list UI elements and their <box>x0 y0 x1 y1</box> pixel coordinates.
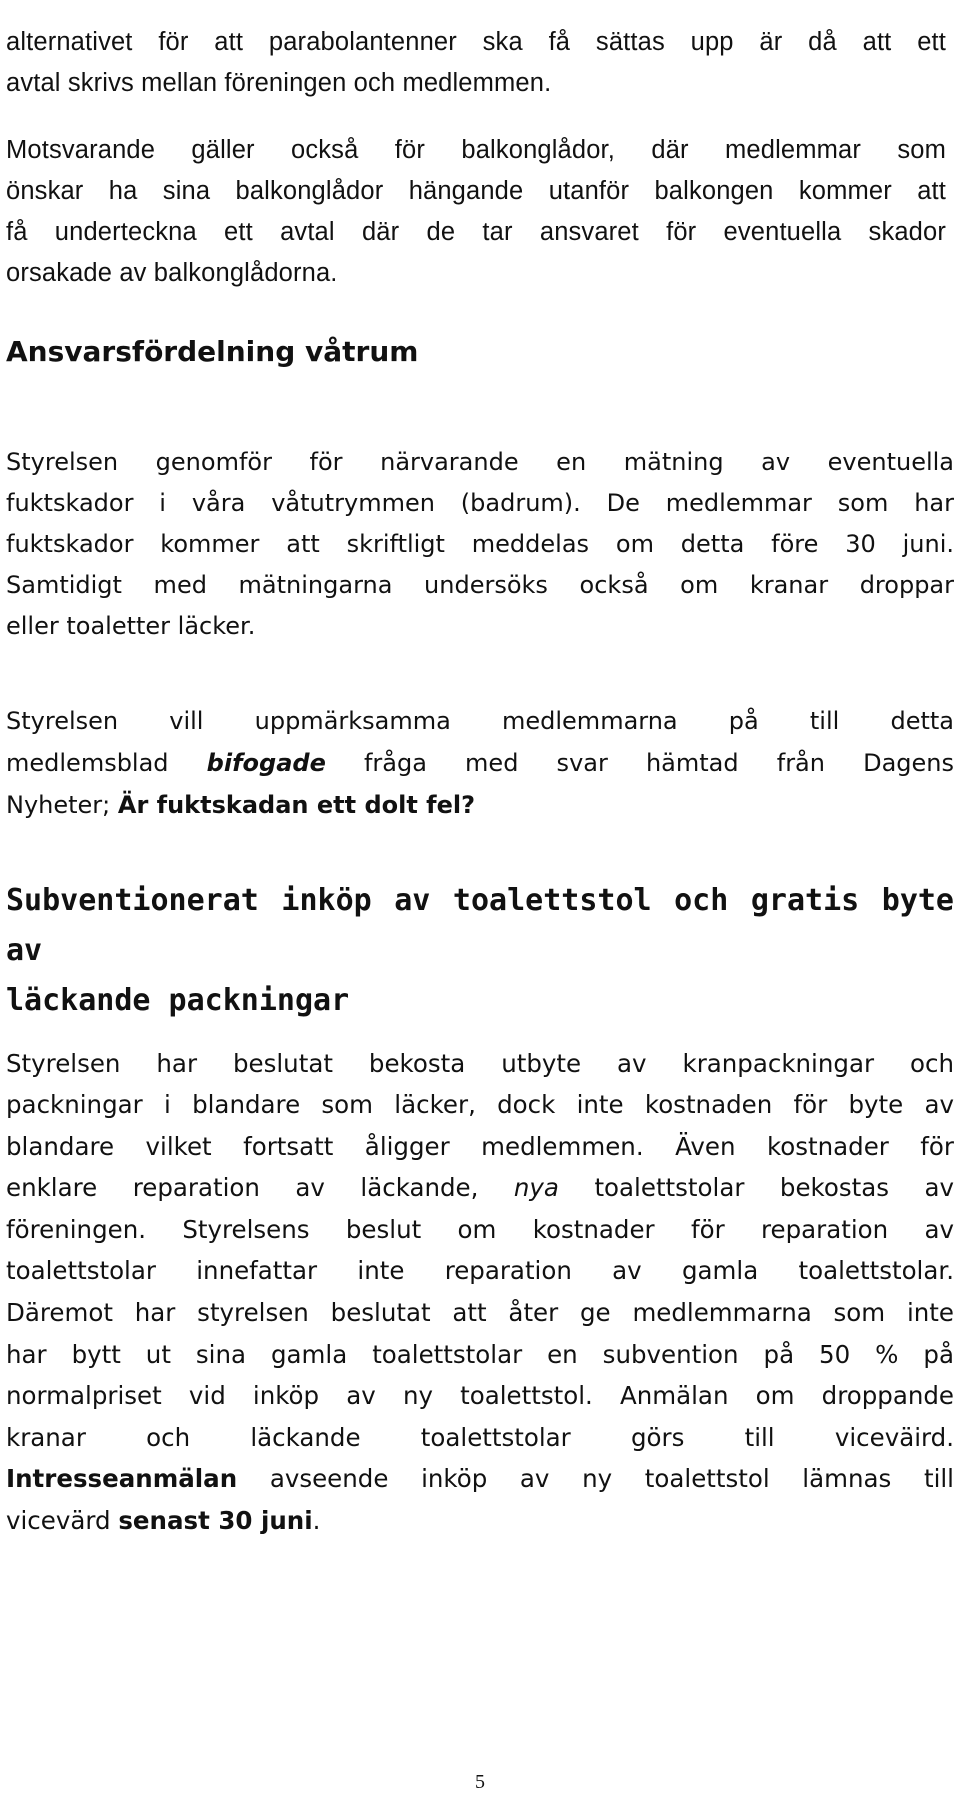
paragraph-fuktskador <box>6 442 954 647</box>
emphasis-nya: nya <box>513 1173 559 1203</box>
text-line: har bytt ut sina gamla toalettstolar en subvention på 50 % på <box>6 1339 954 1369</box>
text-line: Motsvarande gäller också för balkonglådor, där medlemmar som <box>6 135 946 164</box>
heading-line: Subventionerat inköp av toalettstol och gratis byte av <box>6 883 954 968</box>
text-line: avtal skrivs mellan föreningen och medlemmen. <box>6 68 552 97</box>
text-line: fuktskador i våra våtutrymmen (badrum). De medlemmar som har <box>6 489 954 517</box>
text-span: medlemsblad <box>6 749 207 777</box>
text-line: Däremot har styrelsen beslutat att åter ge medlemmarna som inte <box>6 1298 954 1328</box>
emphasis-deadline: senast 30 juni <box>118 1506 313 1536</box>
heading-line: läckande packningar <box>6 983 350 1018</box>
emphasis-bifogade: bifogade <box>206 749 326 777</box>
text-span: Nyheter; <box>6 791 118 819</box>
text-line: orsakade av balkonglådorna. <box>6 258 338 287</box>
text-line <box>6 1458 954 1500</box>
text-line <box>6 784 954 826</box>
text-line: normalpriset vid inköp av ny toalettstol. Anmälan om droppande <box>6 1381 954 1411</box>
text-span: fråga med svar hämtad från Dagens <box>325 749 955 777</box>
paragraph-parabolantenner <box>6 22 946 104</box>
emphasis-article-title: Är fuktskadan ett dolt fel? <box>117 791 476 819</box>
text-line: föreningen. Styrelsens beslut om kostnader för reparation av <box>6 1214 954 1244</box>
paragraph-balkonglador <box>6 130 946 294</box>
text-span: . <box>312 1506 321 1536</box>
text-line: eller toaletter läcker. <box>6 612 256 640</box>
text-line: packningar i blandare som läcker, dock inte kostnaden för byte av <box>6 1090 954 1120</box>
text-span: enklare reparation av läckande, <box>6 1173 514 1203</box>
text-span: vicevärd <box>6 1506 119 1536</box>
text-line: blandare vilket fortsatt åligger medlemmen. Även kostnader för <box>6 1131 954 1161</box>
text-line <box>6 1167 954 1209</box>
text-line <box>6 1500 954 1542</box>
text-line: toalettstolar innefattar inte reparation av gamla toalettstolar. <box>6 1256 954 1286</box>
text-span: avseende inköp av ny toalettstol lämnas till <box>237 1464 954 1494</box>
text-line: önskar ha sina balkonglådor hängande utanför balkongen kommer att <box>6 176 946 205</box>
text-line: Styrelsen vill uppmärksamma medlemmarna på till detta <box>6 707 954 735</box>
text-line: Styrelsen har beslutat bekosta utbyte av kranpackningar och <box>6 1048 954 1078</box>
document-page <box>6 0 954 1820</box>
emphasis-intresseanmalan: Intresseanmälan <box>6 1464 238 1494</box>
text-line: Samtidigt med mätningarna undersöks också om kranar droppar <box>6 571 954 599</box>
heading-subventionerat <box>6 876 954 1026</box>
text-line <box>6 742 954 784</box>
heading-ansvarsfordelning: Ansvarsfördelning våtrum <box>6 335 419 368</box>
text-line: fuktskador kommer att skriftligt meddelas om detta före 30 juni. <box>6 530 954 558</box>
paragraph-packningar <box>6 1043 954 1542</box>
text-line: alternativet för att parabolantenner ska få sättas upp är då att ett <box>6 27 946 56</box>
text-span: toalettstolar bekostas av <box>558 1173 954 1203</box>
paragraph-uppmarksamma <box>6 700 954 826</box>
text-line: få underteckna ett avtal där de tar ansvaret för eventuella skador <box>6 217 946 246</box>
text-line: Styrelsen genomför för närvarande en mätning av eventuella <box>6 448 954 476</box>
page-number: 5 <box>475 1771 485 1793</box>
text-line: kranar och läckande toalettstolar görs till viceväird. <box>6 1422 954 1452</box>
